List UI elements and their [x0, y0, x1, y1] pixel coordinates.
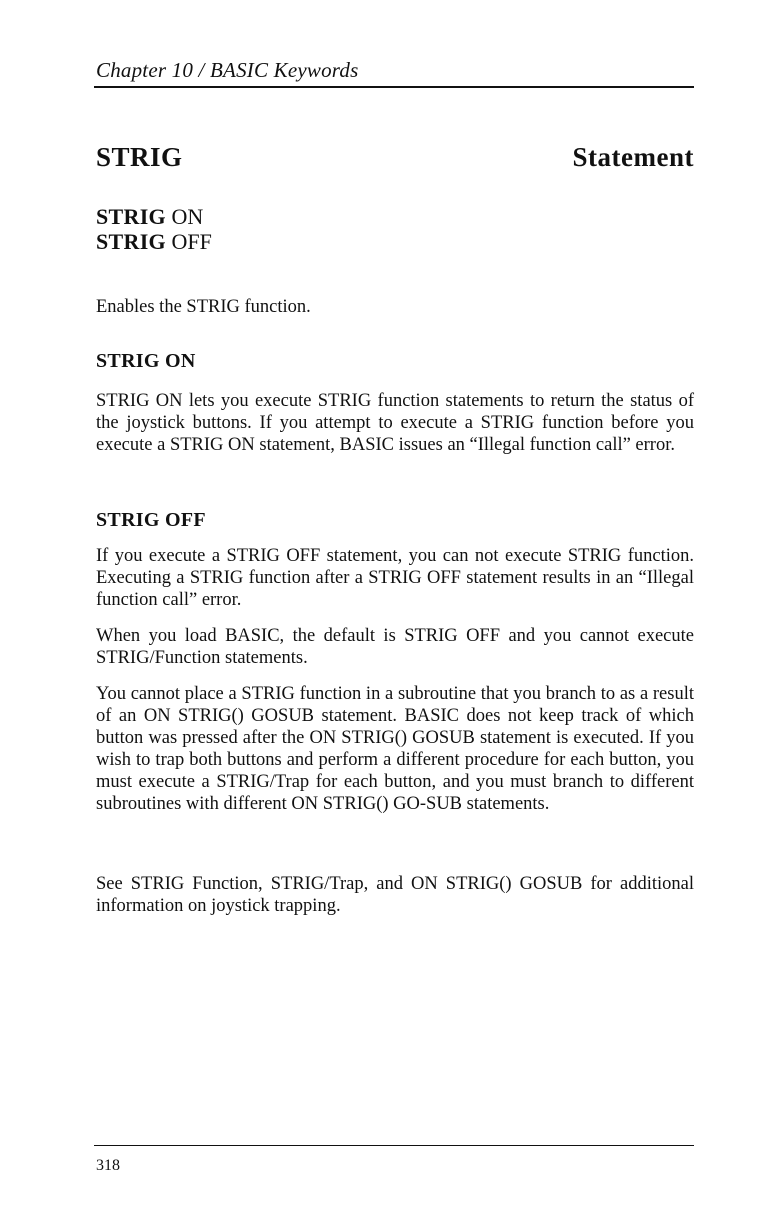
syntax-line — [96, 229, 212, 254]
section-paragraph: See STRIG Function, STRIG/Trap, and ON STRIG() GOSUB for additional information on joystick trapping. — [96, 874, 694, 916]
section-paragraph: You cannot place a STRIG function in a subroutine that you branch to as a result of an ON STRIG() GOSUB statement. BASIC does not keep track of which button was pressed after the ON STRIG() GOSUB statement is executed. If you wish to trap both buttons and perform a different procedure for each button, you must execute a STRIG/Trap for each button, and you must branch to different subroutines with different ON STRIG() GO-SUB statements. — [96, 684, 694, 814]
entry-type: Statement — [572, 142, 694, 172]
section-paragraph: STRIG ON lets you execute STRIG function statements to return the status of the joystick buttons. If you attempt to execute a STRIG function before you execute a STRIG ON statement, BASIC issues an “Illegal function call” error. — [96, 391, 694, 455]
section-paragraph: When you load BASIC, the default is STRIG OFF and you cannot execute STRIG/Function statements. — [96, 626, 694, 668]
syntax-argument: ON — [171, 204, 204, 229]
entry-summary: Enables the STRIG function. — [96, 297, 311, 317]
syntax-keyword: STRIG — [96, 229, 166, 254]
footer-rule — [94, 1145, 694, 1146]
syntax-block — [96, 204, 212, 254]
section-paragraph: If you execute a STRIG OFF statement, you can not execute STRIG function. Executing a STRIG function after a STRIG OFF statement results in an “Illegal function call” error. — [96, 546, 694, 610]
chapter-header: Chapter 10 / BASIC Keywords — [96, 58, 359, 82]
section-heading-strig-off: STRIG OFF — [96, 509, 206, 531]
section-heading-strig-on: STRIG ON — [96, 350, 196, 372]
page-number: 318 — [96, 1157, 120, 1174]
syntax-keyword: STRIG — [96, 204, 166, 229]
header-rule — [94, 86, 694, 88]
syntax-line — [96, 204, 212, 229]
syntax-argument: OFF — [171, 229, 212, 254]
entry-keyword: STRIG — [96, 142, 183, 172]
